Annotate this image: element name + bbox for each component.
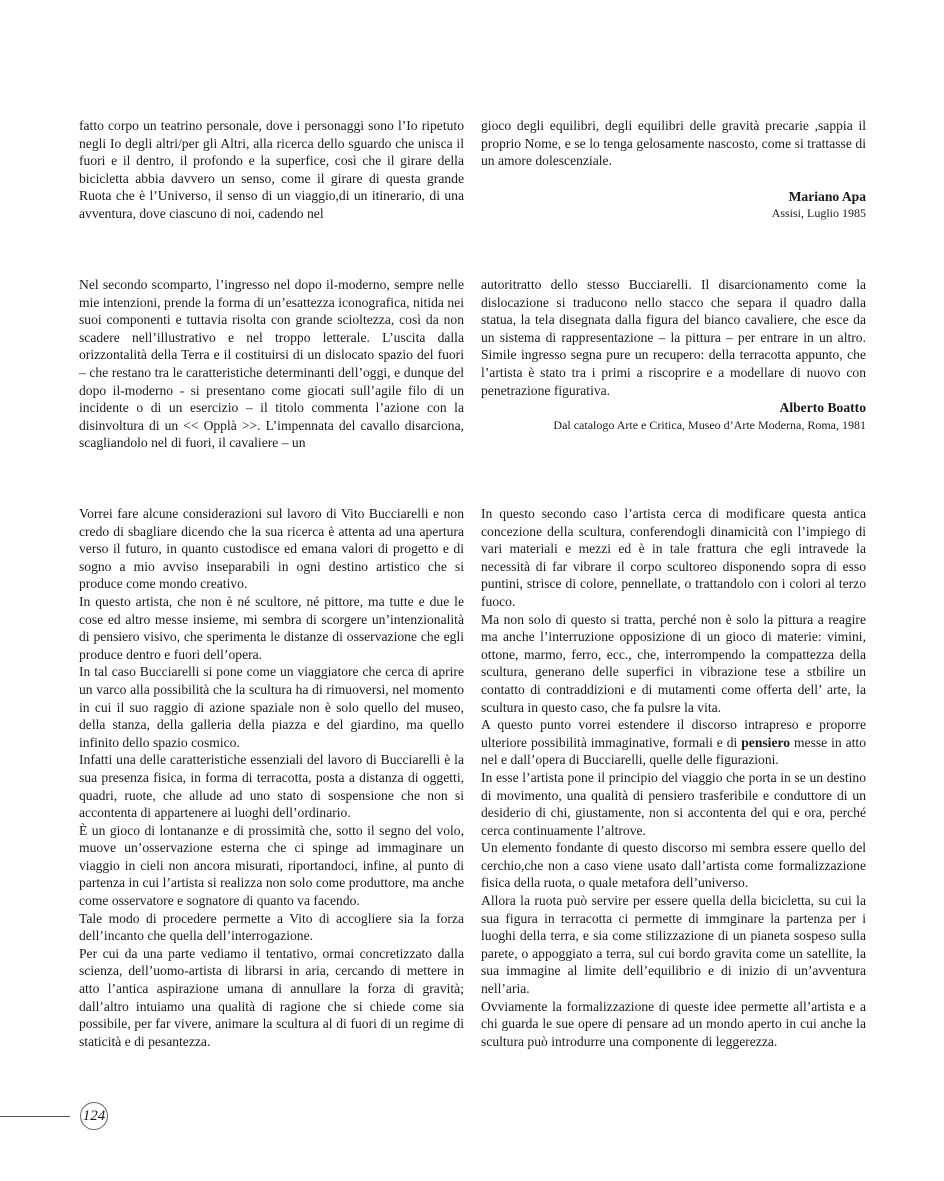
paragraph: autoritratto dello stesso Bucciarelli. Il disarcionamento come la dislocazione si traducono nello stacco che separa il quadro dalla statua, la tela disegnata dalla figura del bianco cavaliere, che esce da un sistema di rappresentazione – la pittura – per entrare in un altro. Simile ingresso segna pure un recupero: della terracotta appunto, che l’artista è stato tra i primi a riscoprire e a modellare di nuovo con penetrazione figurativa. bbox=[481, 277, 866, 398]
section2-right-column bbox=[481, 276, 866, 434]
section3-right-column bbox=[481, 505, 866, 1050]
paragraph: È un gioco di lontananze e di prossimità che, sotto il segno del volo, muove un’osservazione esterna che ci spinge ad immaginare un viaggio in cieli non ancora misurati, riportandoci, infine, al punto di partenza in cui l’artista si realizza non solo come produttore, ma anche come osservatore e sognatore di quanto va facendo. bbox=[79, 822, 464, 909]
page-number: 124 bbox=[80, 1102, 108, 1130]
section1-right-column bbox=[481, 117, 866, 222]
paragraph: In questo artista, che non è né scultore, né pittore, ma tutte e due le cose ed altro messe insieme, mi sembra di scorgere un’intenzionalità di pensiero visivo, che sperimenta le distanze di osservazione che egli produce dentro e fuori dell’opera. bbox=[79, 593, 464, 662]
paragraph: In tal caso Bucciarelli si pone come un viaggiatore che cerca di aprire un varco alla possibilità che la scultura ha di rimuoversi, nel momento in cui il suo raggio di azione spaziale non è solo quello del museo, della stanza, della galleria della piazza e del giardino, ma quello infinito dello spazio cosmico. bbox=[79, 664, 464, 750]
paragraph: Allora la ruota può servire per essere quella della bicicletta, su cui la sua figura in terracotta ci permette di immginare la partenza per i luoghi della terra, e sia come stilizzazione di un pianeta sospeso sulla parete, o appoggiato a terra, sul cui bordo gravita come un satellite, la sua immagine al limite dell’equilibrio e di inizio di un’avventura nell’aria. bbox=[481, 893, 866, 997]
signature-info: Assisi, Luglio 1985 bbox=[771, 206, 866, 221]
paragraph: Infatti una delle caratteristiche essenziali del lavoro di Bucciarelli è la sua presenza fisica, in forma di terracotta, posta a distanza di oggetti, quadri, ruote, che allude ad uno stato di sospensione che non si accontenta di appartenere ai luoghi dell’ordinario. bbox=[79, 752, 464, 821]
section2-left-column bbox=[79, 276, 464, 452]
paragraph: Ovviamente la formalizzazione di queste idee permette all’artista e a chi guarda le sue opere di pensare ad un mondo aperto in cui anche la scultura può introdurre una componente di leggerezza. bbox=[481, 998, 866, 1049]
paragraph: In questo secondo caso l’artista cerca di modificare questa antica concezione della scultura, conferendogli dinamicità con l’impiego di vari materiali e mezzi ed è in tale frattura che egli intravede la necessità di far vibrare il corpo scultoreo disponendo sopra di esso puntini, strisce di colore, pennellate, o trattandolo con i colori al terzo fuoco. bbox=[481, 506, 866, 609]
paragraph: Tale modo di procedere permette a Vito di accogliere sia la forza dell’incanto che quella dell’interrogazione. bbox=[79, 910, 464, 944]
paragraph: fatto corpo un teatrino personale, dove i personaggi sono l’Io ripetuto negli Io degli altri/per gli Altri, alla ricerca dello sguardo che unisca il fuori e il dentro, il profondo e la superfice, così che il girare della bicicletta abbia davvero un senso, come il girare di questa grande Ruota che è l’Universo, il senso di un viaggio,di un itinerario, di una avventura, dove ciascuno di noi, cadendo nel bbox=[79, 118, 464, 221]
bold-term: pensiero bbox=[741, 734, 791, 750]
section1-left-column bbox=[79, 117, 464, 223]
paragraph: In esse l’artista pone il principio del viaggio che porta in se un destino di movimento, una qualità di pensiero trasferibile e conduttore di un desiderio di chi, giustamente, non si accontenta del qui e ora, perché cerca continuamente l’altrove. bbox=[481, 769, 866, 838]
paragraph: gioco degli equilibri, degli equilibri delle gravità precarie ,sappia il proprio Nome, e se lo tenga gelosamente nascosto, come si trattasse di un amore dolescenziale. bbox=[481, 118, 866, 169]
paragraph: Nel secondo scomparto, l’ingresso nel dopo il-moderno, sempre nelle mie intenzioni, prende la forma di un’esattezza iconografica, nitida nei suoi componenti e tuttavia risolta con grande scioltezza, così da non scadere nell’illustrativo e nel troppo letterale. L’uscita dalla orizzontalità della Terra e il costituirsi di un dislocato spazio del fuori – che restano tra le caratteristiche determinanti dell’oggi, e dunque del dopo il-moderno - si presentano come giocati sull’agile filo di un incidente o di un esercizio – il titolo commenta l’azione con la disinvoltura di un << Opplà >>. L’impennata del cavallo disarciona, scagliandolo nel di fuori, il cavaliere – un bbox=[79, 277, 464, 451]
text-run: messe in atto nel e dall’opera di Bucciarelli, quelle delle figurazioni. bbox=[481, 734, 866, 768]
text-run: A questo punto vorrei estendere il discorso intrapreso e proporre ulteriore possibilità immaginative, formali e di bbox=[481, 717, 866, 750]
paragraph bbox=[481, 716, 866, 769]
section3-left-column bbox=[79, 505, 464, 1050]
paragraph: Ma non solo di questo si tratta, perché non è solo la pittura a reagire ma anche l’interruzione opposizione di un gioco di materie: vimini, ottone, marmo, ferro, ecc., che, interrompendo la compattezza della scultura, generano delle superfici in vibrazione tese a stbilire un contatto di contraddizioni e di mutamenti come offerta dell’ arte, la scultura in questo caso, che fa pulsre la vita. bbox=[481, 611, 866, 715]
footer-rule bbox=[0, 1116, 70, 1117]
signature-name: Alberto Boatto bbox=[779, 400, 866, 416]
paragraph: Vorrei fare alcune considerazioni sul lavoro di Vito Bucciarelli e non credo di sbagliare dicendo che la sua ricerca è attenta ad una apertura verso il futuro, in quanto custodisce ed emana valori di progetto e di sogno a mio avviso inseparabili in ogni destino artistico che si produce come mondo creativo. bbox=[79, 506, 464, 592]
signature-name: Mariano Apa bbox=[788, 188, 866, 204]
paragraph: Per cui da una parte vediamo il tentativo, ormai concretizzato dalla scienza, dell’uomo-artista di librarsi in aria, cercando di mettere in atto l’antica aspirazione umana di annullare la forza di gravità; dall’altro intuiamo una qualità di ragione che si chiede come sia possibile, per far vivere, animare la scultura al di fuori di un regime di staticità e di pesantezza. bbox=[79, 945, 464, 1049]
signature-info: Dal catalogo Arte e Critica, Museo d’Arte Moderna, Roma, 1981 bbox=[553, 417, 866, 432]
paragraph: Un elemento fondante di questo discorso mi sembra essere quello del cerchio,che non a caso viene usato dall’artista come formalizzazione fisica della ruota, o quale metafora dell’universo. bbox=[481, 840, 866, 891]
